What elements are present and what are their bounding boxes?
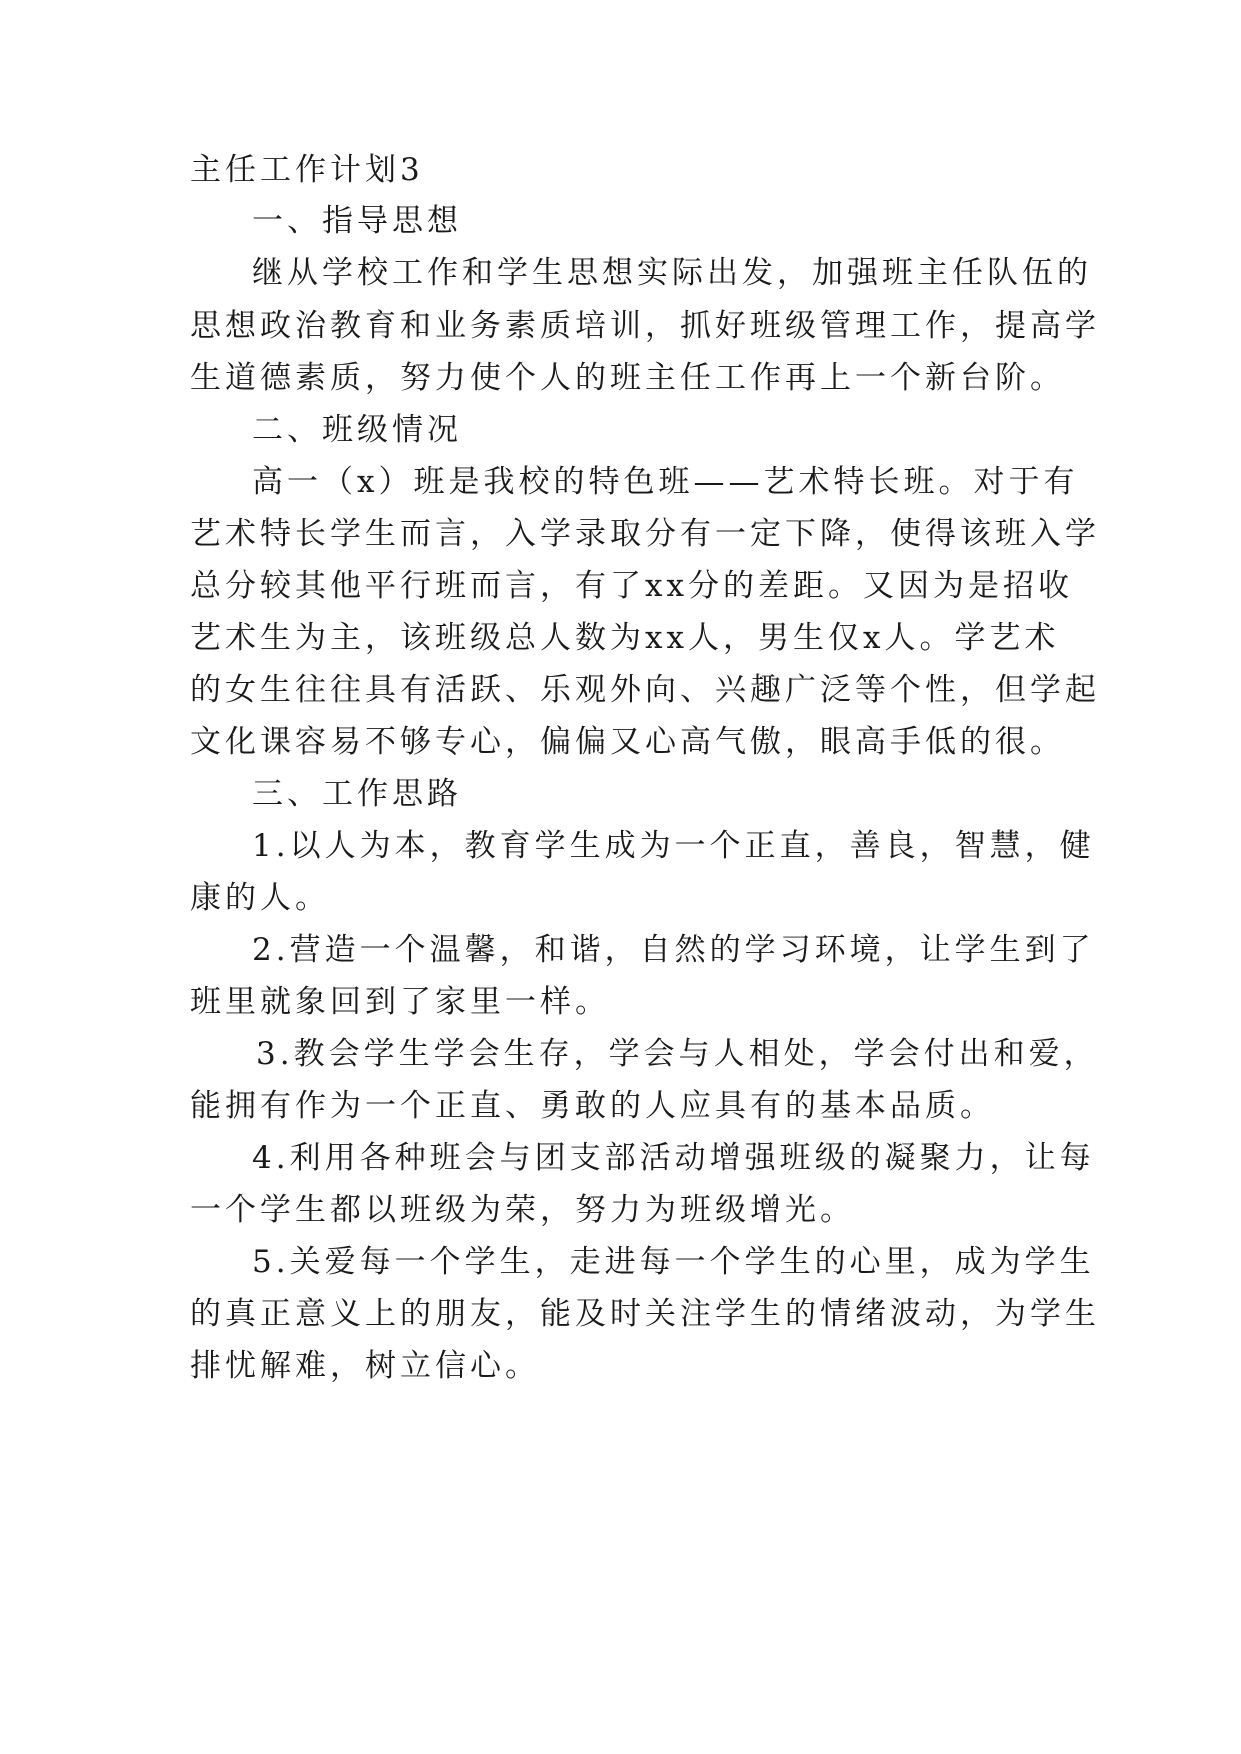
list-item-line: 5.关爱每一个学生，走进每一个学生的心里，成为学生 bbox=[252, 1244, 1095, 1280]
section-heading-3: 三、工作思路 bbox=[252, 776, 462, 812]
paragraph-line: 高一（x）班是我校的特色班——艺术特长班。对于有 bbox=[252, 464, 1079, 500]
paragraph-line: 继从学校工作和学生思想实际出发，加强班主任队伍的 bbox=[252, 255, 1092, 291]
paragraph-line: 的女生往往具有活跃、乐观外向、兴趣广泛等个性，但学起 bbox=[190, 672, 1100, 708]
list-item-line: 班里就象回到了家里一样。 bbox=[190, 984, 610, 1020]
list-item-line: 康的人。 bbox=[190, 880, 330, 916]
paragraph-line: 文化课容易不够专心，偏偏又心高气傲，眼高手低的很。 bbox=[190, 724, 1065, 760]
document-title: 主任工作计划3 bbox=[190, 152, 424, 188]
section-heading-2: 二、班级情况 bbox=[252, 412, 462, 448]
paragraph-line: 艺术特长学生而言，入学录取分有一定下降，使得该班入学 bbox=[190, 516, 1100, 552]
list-item-line: 4.利用各种班会与团支部活动增强班级的凝聚力，让每 bbox=[252, 1140, 1095, 1176]
list-item-line: 的真正意义上的朋友，能及时关注学生的情绪波动，为学生 bbox=[190, 1296, 1100, 1332]
section-heading-1: 一、指导思想 bbox=[252, 203, 462, 239]
list-item-line: 一个学生都以班级为荣，努力为班级增光。 bbox=[190, 1192, 855, 1228]
list-item-line: 能拥有作为一个正直、勇敢的人应具有的基本品质。 bbox=[190, 1088, 995, 1124]
paragraph-line: 生道德素质，努力使个人的班主任工作再上一个新台阶。 bbox=[190, 360, 1065, 396]
paragraph-line: 总分较其他平行班而言，有了xx分的差距。又因为是招收 bbox=[190, 568, 1073, 604]
list-item-line: 2.营造一个温馨，和谐，自然的学习环境，让学生到了 bbox=[252, 932, 1095, 968]
paragraph-line: 思想政治教育和业务素质培训，抓好班级管理工作，提高学 bbox=[190, 308, 1100, 344]
list-item-line: 排忧解难，树立信心。 bbox=[190, 1348, 540, 1384]
paragraph-line: 艺术生为主，该班级总人数为xx人，男生仅x人。学艺术 bbox=[190, 620, 1060, 656]
list-item-line: 1.以人为本，教育学生成为一个正直，善良，智慧，健 bbox=[252, 828, 1095, 864]
list-item-line: 3.教会学生学会生存，学会与人相处，学会付出和爱， bbox=[256, 1036, 1099, 1072]
